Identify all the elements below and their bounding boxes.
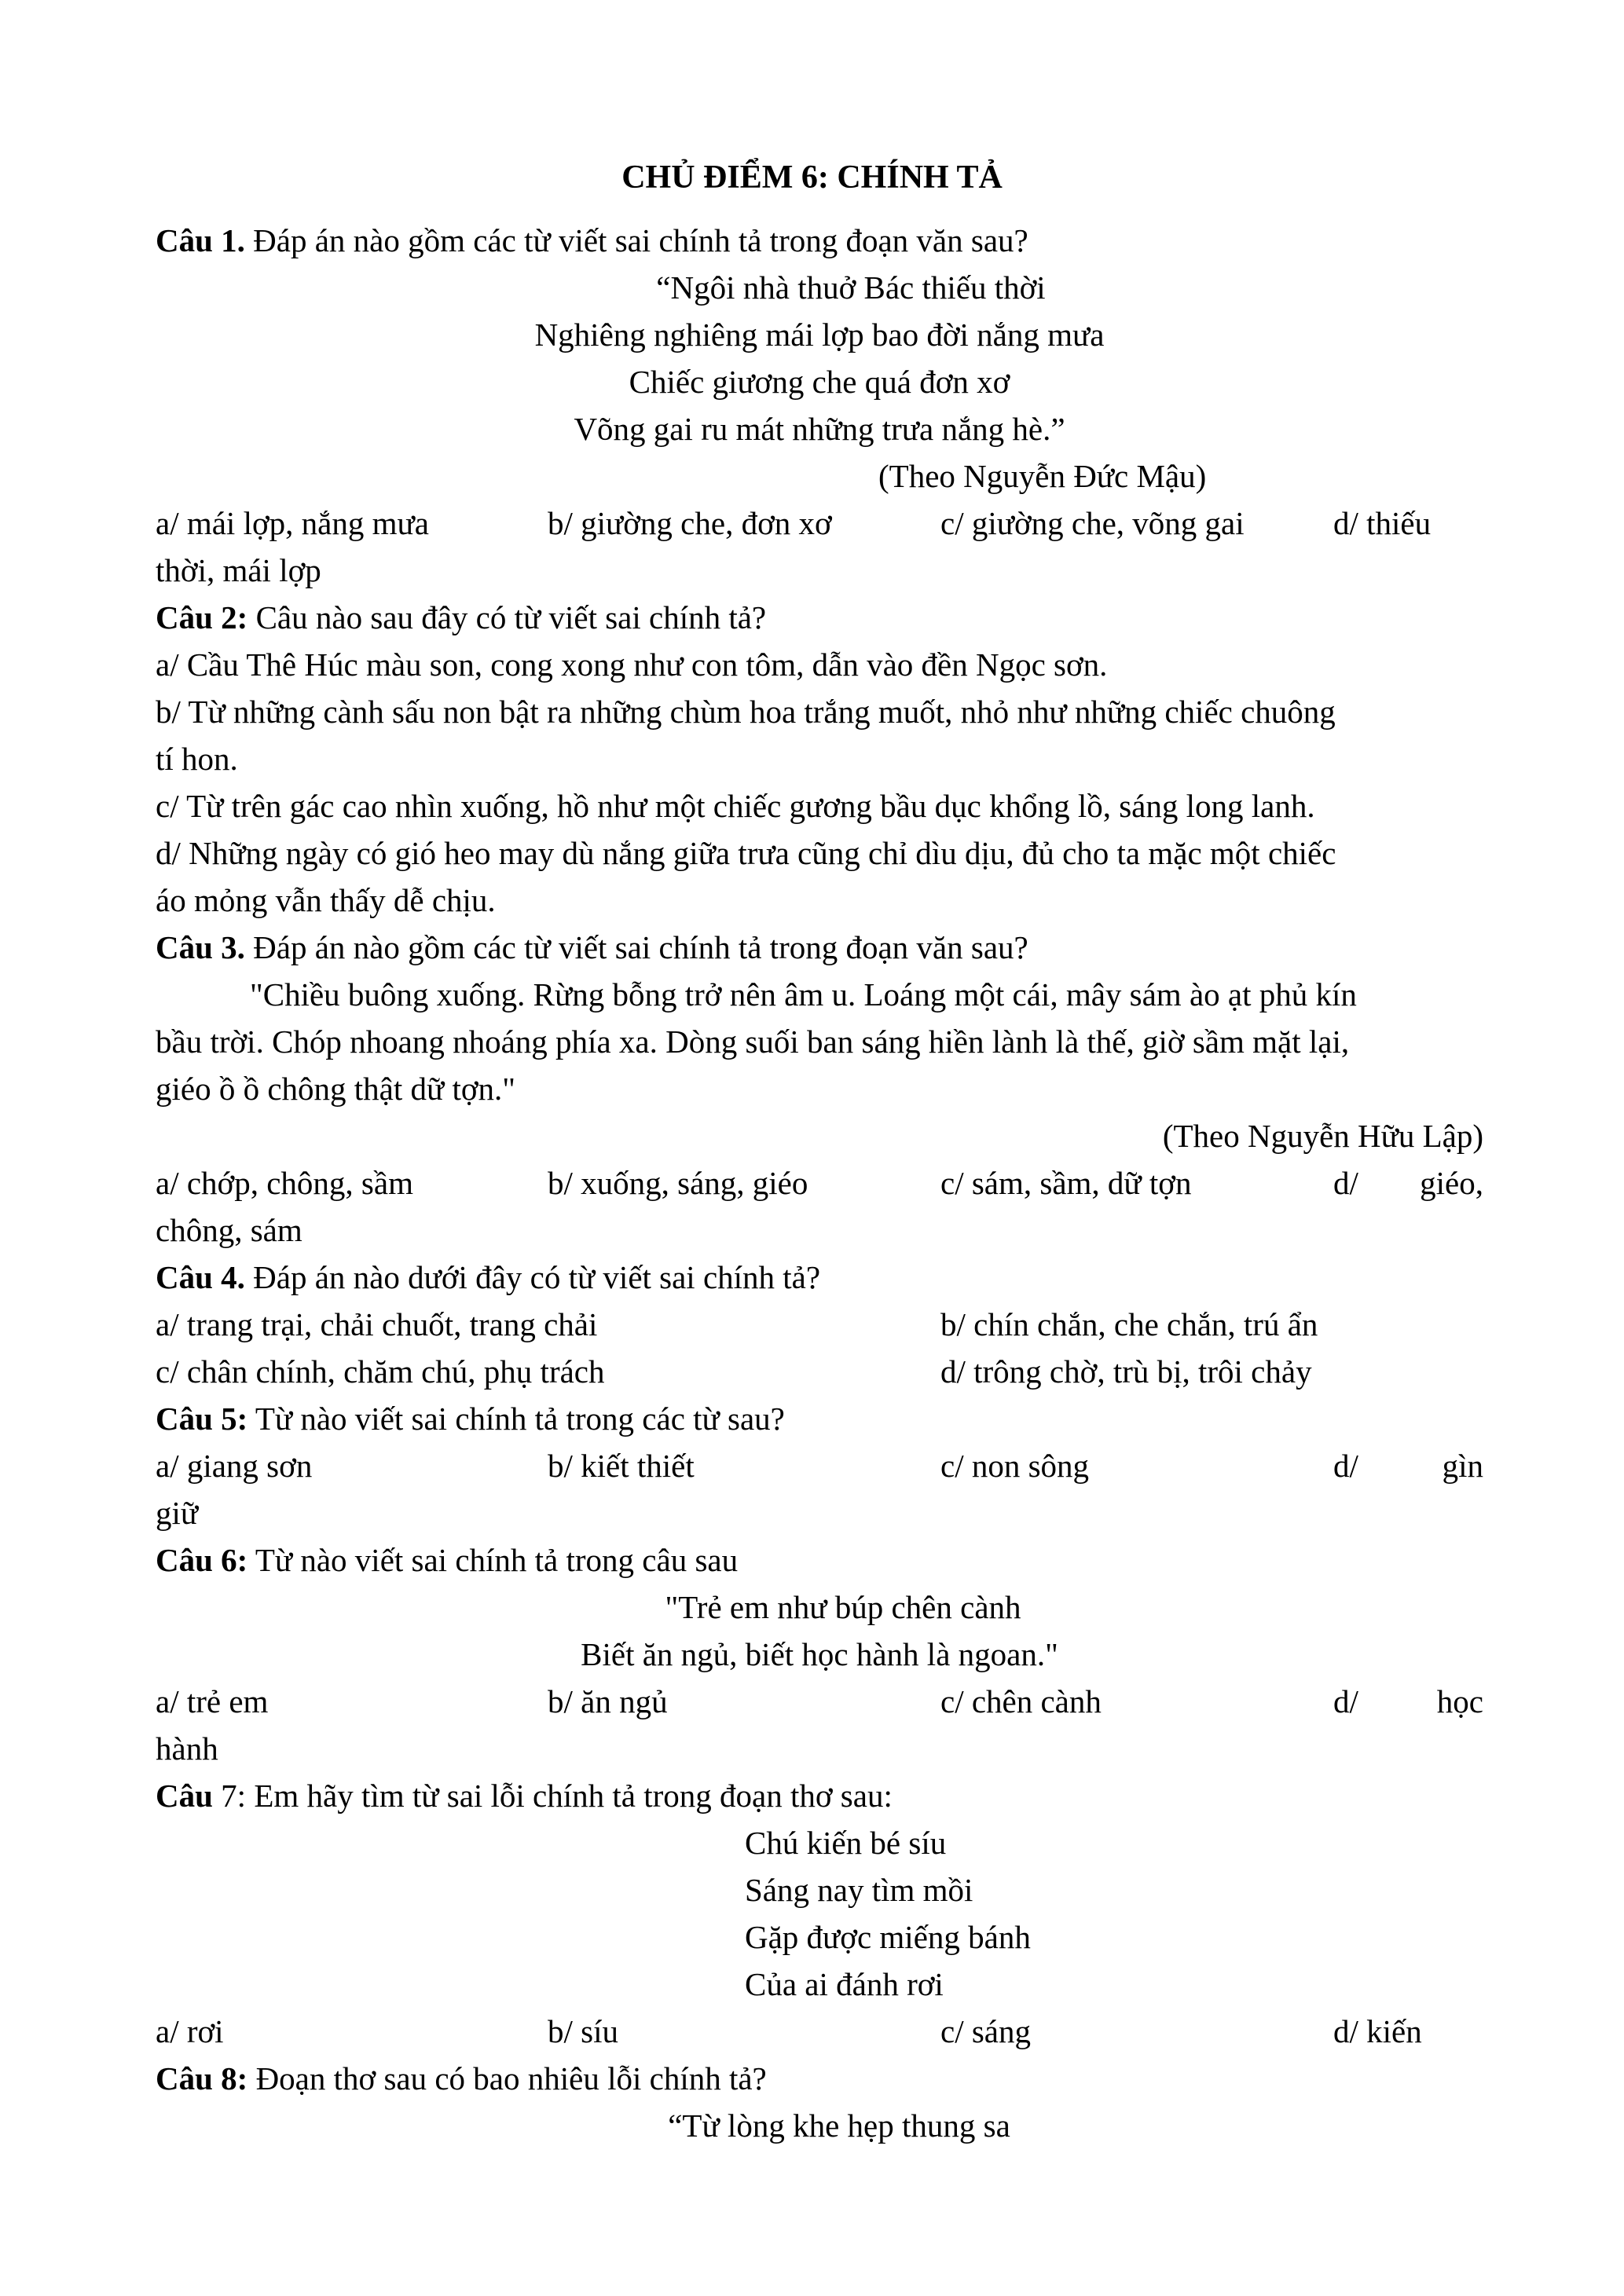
option-d[interactable] — [1333, 1442, 1483, 1489]
option-b[interactable]: b/ síu — [548, 2013, 618, 2049]
question-label: Câu 4. — [156, 1259, 245, 1295]
option-a[interactable]: a/ chớp, chông, sầm — [156, 1165, 413, 1201]
document-body — [156, 217, 1483, 2149]
option-d-continued: chông, sám — [156, 1212, 302, 1248]
option-b[interactable]: b/ ăn ngủ — [548, 1683, 668, 1719]
option-d-continued: thời, mái lợp — [156, 552, 321, 588]
source-citation: (Theo Nguyễn Hữu Lập) — [1162, 1118, 1483, 1154]
answer-options — [156, 1442, 1483, 1489]
question-text: : Em hãy tìm từ sai lỗi chính tả trong đoạn thơ sau: — [236, 1778, 893, 1814]
poem-line: Gặp được miếng bánh — [745, 1919, 1031, 1955]
answer-options — [156, 2008, 1483, 2055]
option-d-continued: áo mỏng vẫn thấy dễ chịu. — [156, 882, 496, 918]
poem-line: Nghiêng nghiêng mái lợp bao đời nắng mưa — [534, 317, 1105, 353]
option-b[interactable]: b/ chín chắn, che chắn, trú ẩn — [940, 1306, 1318, 1342]
question-8 — [156, 2055, 1483, 2102]
option-a[interactable]: a/ trang trại, chải chuốt, trang chải — [156, 1306, 598, 1342]
poem-line: Chú kiến bé síu — [745, 1825, 947, 1861]
option-label: d/ — [1333, 1165, 1358, 1201]
poem-line: Của ai đánh rơi — [745, 1966, 944, 2002]
question-label: Câu 5: — [156, 1401, 248, 1437]
option-d[interactable]: d/ thiếu — [1333, 505, 1432, 541]
option-a[interactable]: a/ mái lợp, nắng mưa — [156, 505, 429, 541]
option-label: d/ — [1333, 1448, 1358, 1484]
option-text: gìn — [1442, 1448, 1483, 1484]
poem-line: Biết ăn ngủ, biết học hành là ngoan." — [581, 1636, 1058, 1672]
option-label: d/ — [1333, 1683, 1358, 1719]
option-c[interactable]: c/ chân chính, chăm chú, phụ trách — [156, 1353, 605, 1390]
question-7 — [156, 1772, 1483, 1819]
option-b[interactable]: b/ giường che, đơn xơ — [548, 505, 832, 541]
answer-options — [156, 1348, 1483, 1395]
answer-options — [156, 1159, 1483, 1207]
option-c[interactable]: c/ chên cành — [940, 1683, 1102, 1719]
question-3 — [156, 924, 1483, 971]
option-a[interactable]: a/ rơi — [156, 2013, 224, 2049]
option-c[interactable]: c/ sám, sầm, dữ tợn — [940, 1165, 1192, 1201]
option-d[interactable] — [1333, 1159, 1483, 1207]
poem-line: Sáng nay tìm mồi — [745, 1872, 973, 1908]
question-2 — [156, 594, 1483, 641]
answer-options — [156, 1301, 1483, 1348]
option-d[interactable]: d/ trông chờ, trù bị, trôi chảy — [940, 1353, 1312, 1390]
poem-line: Võng gai ru mát những trưa nắng hè.” — [574, 411, 1065, 447]
question-5 — [156, 1395, 1483, 1442]
poem-line: Chiếc giương che quá đơn xơ — [629, 364, 1010, 400]
question-label: Câu — [156, 1778, 222, 1814]
option-c[interactable]: c/ sáng — [940, 2013, 1031, 2049]
option-b[interactable]: b/ Từ những cành sấu non bật ra những chùm hoa trắng muốt, nhỏ như những chiếc chuông — [156, 694, 1336, 730]
passage-line: "Chiều buông xuống. Rừng bỗng trở nên âm u. Loáng một cái, mây sám ào ạt phủ kín — [250, 976, 1357, 1013]
source-citation: (Theo Nguyễn Đức Mậu) — [878, 458, 1207, 494]
page-title: CHỦ ĐIỂM 6: CHÍNH TẢ — [621, 159, 1003, 196]
passage-line: giéo ồ ồ chông thật dữ tợn." — [156, 1071, 516, 1107]
answer-options — [156, 1678, 1483, 1725]
option-c[interactable]: c/ giường che, võng gai — [940, 505, 1245, 541]
option-text: giéo, — [1420, 1165, 1483, 1201]
option-d-continued: hành — [156, 1730, 218, 1767]
poem-line: “Từ lòng khe hẹp thung sa — [668, 2107, 1010, 2144]
question-number: 7 — [221, 1778, 237, 1814]
poem-line: "Trẻ em như búp chên cành — [665, 1589, 1021, 1625]
option-d[interactable]: d/ Những ngày có gió heo may dù nắng giữa trưa cũng chỉ dìu dịu, đủ cho ta mặc một chiếc — [156, 835, 1336, 871]
question-text: Đáp án nào dưới đây có từ viết sai chính tả? — [244, 1259, 821, 1295]
option-b[interactable]: b/ xuống, sáng, giéo — [548, 1165, 808, 1201]
option-b[interactable]: b/ kiết thiết — [548, 1448, 695, 1484]
question-text: Câu nào sau đây có từ viết sai chính tả? — [247, 599, 767, 635]
option-text: học — [1436, 1683, 1483, 1719]
question-label: Câu 1. — [156, 222, 245, 258]
option-c[interactable]: c/ Từ trên gác cao nhìn xuống, hồ như một chiếc gương bầu dục khổng lồ, sáng long lanh. — [156, 788, 1315, 824]
option-d-continued: giữ — [156, 1495, 199, 1531]
question-text: Từ nào viết sai chính tả trong các từ sau? — [247, 1401, 785, 1437]
question-text: Đáp án nào gồm các từ viết sai chính tả trong đoạn văn sau? — [244, 929, 1028, 965]
question-1 — [156, 217, 1483, 264]
question-label: Câu 3. — [156, 929, 245, 965]
option-a[interactable]: a/ Cầu Thê Húc màu son, cong xong như con tôm, dẫn vào đền Ngọc sơn. — [156, 646, 1108, 683]
option-d[interactable] — [1333, 1678, 1483, 1725]
question-text: Đoạn thơ sau có bao nhiêu lỗi chính tả? — [247, 2060, 767, 2096]
option-b-continued: tí hon. — [156, 741, 238, 777]
answer-options — [156, 500, 1483, 547]
question-text: Từ nào viết sai chính tả trong câu sau — [247, 1542, 739, 1578]
question-label: Câu 8: — [156, 2060, 248, 2096]
question-label: Câu 6: — [156, 1542, 248, 1578]
option-a[interactable]: a/ giang sơn — [156, 1448, 313, 1484]
option-c[interactable]: c/ non sông — [940, 1448, 1090, 1484]
question-text: Đáp án nào gồm các từ viết sai chính tả trong đoạn văn sau? — [244, 222, 1028, 258]
passage-line: bầu trời. Chóp nhoang nhoáng phía xa. Dòng suối ban sáng hiền lành là thế, giờ sầm mặt lại, — [156, 1023, 1350, 1060]
option-d[interactable]: d/ kiến — [1333, 2013, 1422, 2049]
question-6 — [156, 1536, 1483, 1584]
option-a[interactable]: a/ trẻ em — [156, 1683, 269, 1719]
question-label: Câu 2: — [156, 599, 248, 635]
poem-line: “Ngôi nhà thuở Bác thiếu thời — [656, 269, 1046, 306]
question-4 — [156, 1254, 1483, 1301]
